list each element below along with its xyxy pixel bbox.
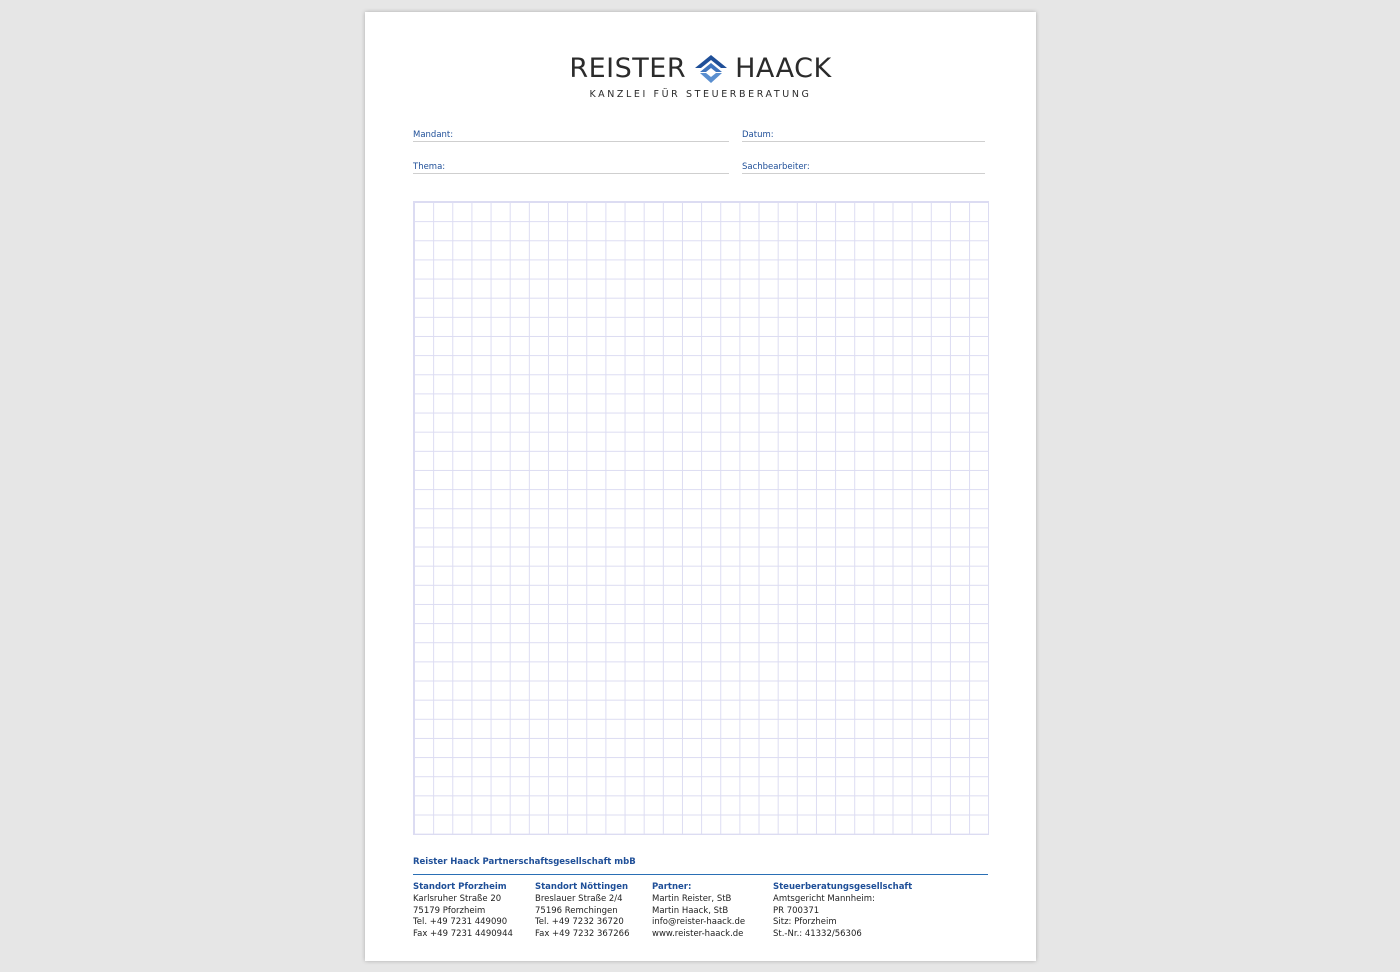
footer-line: St.-Nr.: 41332/56306 <box>773 929 862 940</box>
logo-word-left: REISTER <box>569 53 687 84</box>
diamond-chevron-icon <box>694 54 728 84</box>
footer-line: Amtsgericht Mannheim: <box>773 893 875 904</box>
client-label: Mandant: <box>413 130 454 140</box>
footer-line: Fax +49 7231 4490944 <box>413 929 513 940</box>
logo-word-right: HAACK <box>735 53 832 84</box>
footer-website[interactable]: www.reister-haack.de <box>652 929 744 940</box>
date-label: Datum: <box>742 130 774 140</box>
footer-line: Martin Haack, StB <box>652 905 729 916</box>
graph-paper-grid[interactable] <box>413 201 989 835</box>
date-field[interactable] <box>742 127 985 142</box>
footer-column-registration <box>773 882 912 941</box>
footer-line: PR 700371 <box>773 905 820 916</box>
footer-line: Breslauer Straße 2/4 <box>535 893 623 904</box>
footer-column-pforzheim <box>413 882 513 941</box>
logo-tagline: KANZLEI FÜR STEUERBERATUNG <box>589 89 812 100</box>
footer-column-heading: Partner: <box>652 882 692 892</box>
company-logo <box>365 52 1036 100</box>
footer-line: Tel. +49 7231 449090 <box>413 917 508 928</box>
footer-company-name: Reister Haack Partnerschaftsgesellschaft mbB <box>413 857 636 867</box>
footer-line: Fax +49 7232 367266 <box>535 929 630 940</box>
footer-column-partners <box>652 882 745 941</box>
footer-line: Martin Reister, StB <box>652 893 732 904</box>
footer-email[interactable]: info@reister-haack.de <box>652 917 746 928</box>
footer-line: 75196 Remchingen <box>535 905 618 916</box>
footer-column-heading: Steuerberatungsgesellschaft <box>773 882 913 892</box>
footer-line: Sitz: Pforzheim <box>773 917 837 928</box>
footer-line: Karlsruher Straße 20 <box>413 893 502 904</box>
footer-line: 75179 Pforzheim <box>413 905 486 916</box>
footer-column-heading: Standort Pforzheim <box>413 882 507 892</box>
topic-field[interactable] <box>413 159 729 174</box>
footer-line: Tel. +49 7232 36720 <box>535 917 624 928</box>
notepad-page <box>365 12 1036 961</box>
client-field[interactable] <box>413 127 729 142</box>
footer-column-noettingen <box>535 882 629 941</box>
clerk-label: Sachbearbeiter: <box>742 162 810 172</box>
clerk-field[interactable] <box>742 159 985 174</box>
footer-column-heading: Standort Nöttingen <box>535 882 629 892</box>
topic-label: Thema: <box>413 162 446 172</box>
footer-divider <box>413 874 988 875</box>
